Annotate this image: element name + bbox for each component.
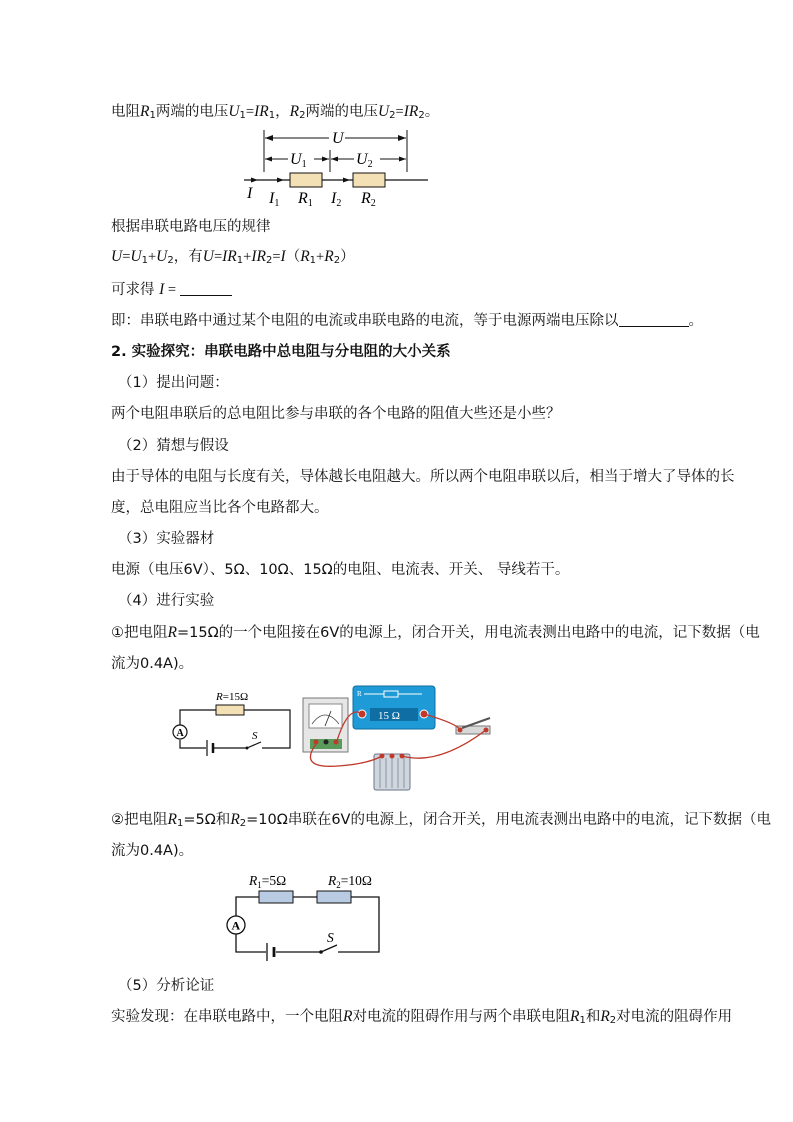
resistor-r2 <box>353 173 385 187</box>
sub: 2 <box>239 818 247 829</box>
formula-line <box>111 247 355 271</box>
experiment-2-line-2: 流为0.4A)。 <box>111 843 194 859</box>
switch-label: S <box>327 930 334 945</box>
sub: 2 <box>167 255 174 266</box>
var: IR <box>251 248 266 265</box>
label-i1: I1 <box>269 190 280 209</box>
u-arrow-left <box>265 135 273 141</box>
u1-arrow-right <box>322 157 329 162</box>
current-arrow-i1 <box>277 178 284 183</box>
experiment-1-line-2: 流为0.4A)。 <box>111 656 194 672</box>
var: R <box>167 811 177 828</box>
u-label: U <box>332 130 344 147</box>
hypothesis-line-1: 由于导体的电阻与长度有关，导体越长电阻越大。所以两个电阻串联以后，相当于增大了导体的长 <box>111 469 735 485</box>
switch-label: S <box>252 730 258 742</box>
sub: 1 <box>309 255 317 266</box>
label-r1: R1 <box>298 190 313 209</box>
text: ②把电阻 <box>111 812 168 828</box>
board-r-label: R <box>357 690 362 698</box>
resistor-r2 <box>317 891 351 903</box>
var: U <box>228 103 240 120</box>
text: 可求得 <box>111 282 160 298</box>
sub: 1 <box>239 110 246 121</box>
text: 。 <box>424 104 440 120</box>
r1-label: $R_1=5\Omega$ <box>249 873 287 890</box>
label-r2: R2 <box>361 190 376 209</box>
var: R <box>569 1008 580 1025</box>
text-line-rule: 根据串联电路电压的规律 <box>111 219 271 235</box>
text: 两端的电压 <box>305 104 378 120</box>
op: + <box>316 249 325 265</box>
resistor-r1 <box>290 173 322 187</box>
hypothesis-line-2: 度，总电阻应当比各个电路都大。 <box>111 500 329 516</box>
circuit-wire <box>236 897 379 952</box>
var: R <box>343 1008 353 1025</box>
var: R <box>289 103 300 120</box>
u2-arrow-left <box>331 157 338 162</box>
ammeter-label: A <box>176 728 184 739</box>
answer-blank-1[interactable] <box>180 281 232 296</box>
experiment-2-line-1 <box>111 810 771 834</box>
text: = <box>395 104 404 120</box>
step-3-heading: （3）实验器材 <box>118 531 215 547</box>
current-arrow-i2 <box>343 178 350 183</box>
text: ， <box>275 104 290 120</box>
ammeter-post-1 <box>314 740 319 745</box>
text-line-conclusion <box>111 311 703 331</box>
op: + <box>147 249 157 265</box>
sub: 1 <box>141 255 148 266</box>
label-i2: I2 <box>331 190 342 209</box>
circuit-wire <box>180 710 290 748</box>
sub: 1 <box>176 818 184 829</box>
experiment-photo <box>298 684 508 796</box>
battery-terminal-2 <box>390 754 395 759</box>
sub: 2 <box>389 110 396 121</box>
var: R <box>600 1008 610 1025</box>
resistor-r1 <box>259 891 293 903</box>
ammeter-post-2 <box>324 740 329 745</box>
text: =15Ω的一个电阻接在6V的电源上，闭合开关，用电流表测出电路中的电流，记下数据（电 <box>176 625 760 641</box>
sub: 1 <box>149 110 156 121</box>
text: 。 <box>688 313 703 329</box>
current-arrow-i <box>251 178 258 183</box>
r2-label: $R_2=10\Omega$ <box>328 873 372 890</box>
text: （ <box>285 249 301 265</box>
resistor-label: R=15Ω <box>216 691 249 703</box>
var: I <box>280 248 286 265</box>
var: R <box>167 624 177 641</box>
step-2-heading: （2）猜想与假设 <box>118 438 229 454</box>
board-resistor-symbol <box>384 691 398 697</box>
sub: 1 <box>579 1015 586 1026</box>
text-line-solve <box>111 280 232 300</box>
u-arrow-right <box>398 135 406 141</box>
sub: 1 <box>268 110 276 121</box>
var: I <box>254 103 260 120</box>
text: ） <box>340 249 355 265</box>
var: R <box>140 103 150 120</box>
text-line-voltage <box>111 102 439 126</box>
var: U <box>156 248 168 265</box>
text: =5Ω和 <box>183 812 231 828</box>
var: R <box>324 248 334 265</box>
ammeter-label: A <box>231 918 241 933</box>
u1-arrow-left <box>265 157 272 162</box>
experiment-1-line-1 <box>111 623 760 643</box>
text: 电阻 <box>111 104 140 120</box>
var: I <box>159 281 165 298</box>
u1-label: U1 <box>290 151 307 170</box>
text: 对电流的阻碍作用与两个串联电阻 <box>352 1009 570 1025</box>
text: 对电流的阻碍作用 <box>616 1009 733 1025</box>
var: U <box>111 248 123 265</box>
op: = <box>213 249 223 265</box>
sub: 2 <box>265 255 273 266</box>
sub: 2 <box>299 110 306 121</box>
op: + <box>243 249 252 265</box>
var: IR <box>222 248 237 265</box>
step-1-heading: （1）提出问题： <box>118 375 229 391</box>
label-i: I <box>247 185 253 202</box>
circuit-diagram-series <box>222 870 384 966</box>
var: R <box>408 103 419 120</box>
var: U <box>130 248 142 265</box>
op: = <box>164 282 180 298</box>
var: U <box>377 103 390 120</box>
u2-label: U2 <box>356 151 373 170</box>
series-voltage-diagram <box>240 126 440 210</box>
circuit-diagram-single <box>168 688 293 758</box>
answer-blank-2[interactable] <box>619 312 689 327</box>
text: 两端的电压 <box>155 104 229 120</box>
text: = <box>245 104 255 120</box>
sub: 1 <box>236 255 244 266</box>
var: R <box>259 103 269 120</box>
step-5-heading: （5）分析论证 <box>118 978 215 994</box>
text: 和 <box>585 1009 601 1025</box>
text: ①把电阻 <box>111 625 168 641</box>
step-4-heading: （4）进行实验 <box>118 593 215 609</box>
text: 即：串联电路中通过某个电阻的电流或串联电路的电流，等于电源两端电压除以 <box>111 313 619 329</box>
text: 实验发现：在串联电路中，一个电阻 <box>111 1009 343 1025</box>
question-text: 两个电阻串联后的总电阻比参与串联的各个电路的阻值大些还是小些？ <box>111 406 561 422</box>
materials-text: 电源（电压6V）、5Ω、10Ω、15Ω的电阻、电流表、开关、 导线若干。 <box>111 562 570 578</box>
var: U <box>202 248 214 265</box>
var: R <box>230 811 240 828</box>
sub: 2 <box>333 255 341 266</box>
text: =10Ω串联在6V的电源上，闭合开关，用电流表测出电路中的电流，记下数据（电 <box>246 812 771 828</box>
u2-arrow-right <box>399 157 406 162</box>
conclusion-line <box>111 1007 732 1031</box>
board-value-label: 15 Ω <box>378 710 400 722</box>
var: R <box>300 248 310 265</box>
section-heading: 2. 实验探究：串联电路中总电阻与分电阻的大小关系 <box>111 344 451 360</box>
sub: 2 <box>609 1015 617 1026</box>
op: = <box>272 249 281 265</box>
resistor <box>216 705 244 715</box>
op: = <box>122 249 131 265</box>
var: I <box>403 103 409 120</box>
sub: 2 <box>418 110 425 121</box>
text: ，有 <box>173 249 203 265</box>
